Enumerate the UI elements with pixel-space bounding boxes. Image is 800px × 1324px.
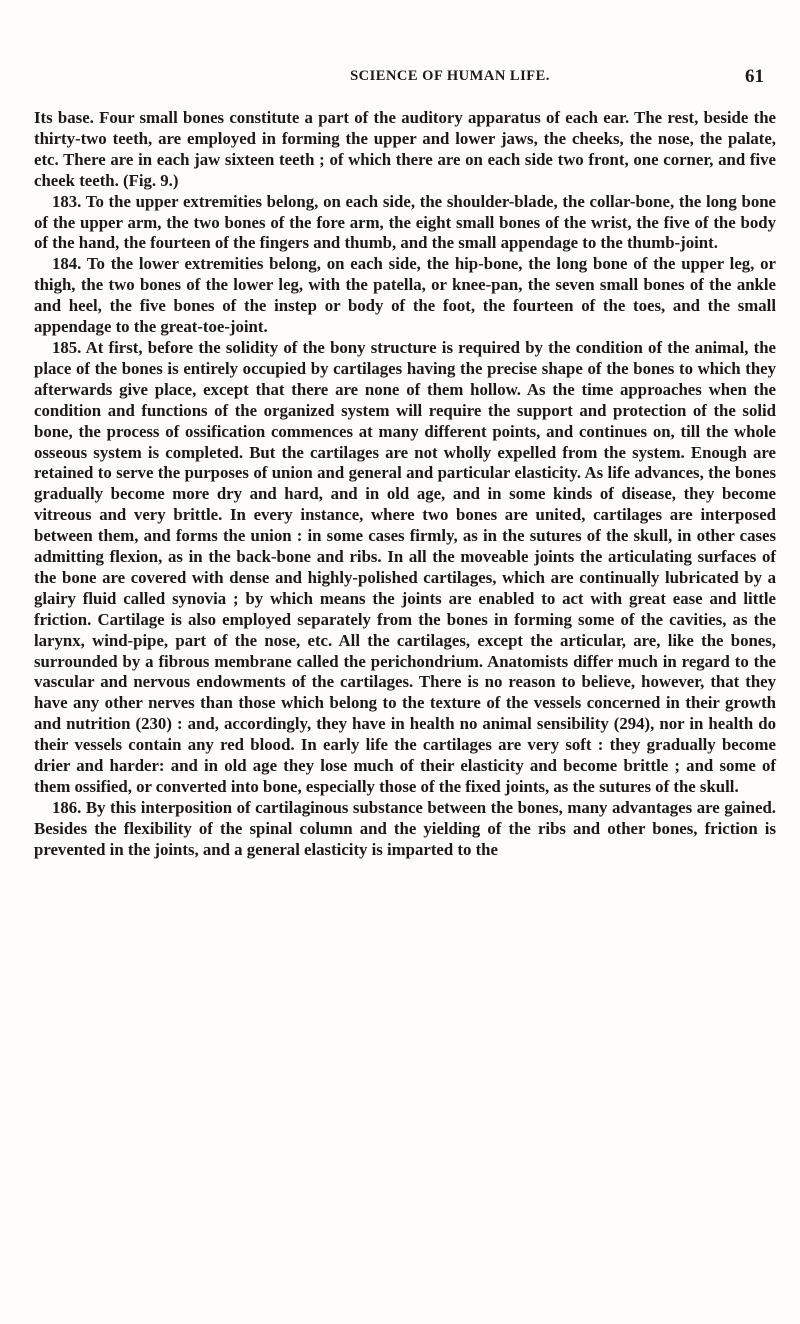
- paragraph-186: 186. By this interposition of cartilaginous substance between the bones, many advantages are gained. Besides the flexibility of the spinal column and the yielding of the ribs and other bones, friction is prevented in the joints, and a general elasticity is imparted to the: [34, 797, 776, 859]
- page-number: 61: [745, 66, 764, 87]
- running-head: [34, 40, 776, 90]
- paragraph-183: 183. To the upper extremities belong, on each side, the shoulder-blade, the collar-bone, the long bone of the upper arm, the two bones of the fore arm, the eight small bones of the wrist, the five of the body of the hand, the fourteen of the fingers and thumb, and the small appendage to the thumb-joint.: [34, 191, 776, 253]
- body-text: [34, 108, 776, 861]
- running-title: SCIENCE OF HUMAN LIFE.: [350, 68, 550, 84]
- paragraph-185: 185. At first, before the solidity of the bony structure is required by the condition of the animal, the place of the bones is entirely occupied by cartilages having the precise shape of the bones to which they afterwards give place, except that there are none of them hollow. As the time approaches when the condition and functions of the organized system will require the support and protection of the solid bone, the process of ossification commences at many different points, and continues on, till the whole osseous system is completed. But the cartilages are not wholly expelled from the system. Enough are retained to serve the purposes of union and general and particular elasticity. As life advances, the bones gradually become more dry and hard, and in old age, and in some kinds of disease, they become vitreous and very brittle. In every instance, where two bones are united, cartilages are interposed between them, and forms the union : in some cases firmly, as in the sutures of the skull, in other cases admitting flexion, as in the back-bone and ribs. In all the moveable joints the articulating surfaces of the bone are covered with dense and highly-polished cartilages, which are continually lubricated by a glairy fluid called synovia ; by which means the joints are enabled to act with great ease and little friction. Cartilage is also employed separately from the bones in forming some of the cavities, as the larynx, wind-pipe, part of the nose, etc. All the cartilages, except the articular, are, like the bones, surrounded by a fibrous membrane called the perichondrium. Anatomists differ much in regard to the vascular and nervous endowments of the cartilages. There is no reason to believe, however, that they have any other nerves than those which belong to the texture of the vessels concerned in their growth and nutrition (230) : and, accordingly, they have in health no animal sensibility (294), nor in health do their vessels contain any red blood. In early life the cartilages are very soft : they gradually become drier and harder: and in old age they lose much of their elasticity and become brittle ; and some of them ossified, or converted into bone, especially those of the fixed joints, as the sutures of the skull.: [34, 337, 776, 796]
- paragraph-184: 184. To the lower extremities belong, on each side, the hip-bone, the long bone of the upper leg, or thigh, the two bones of the lower leg, with the patella, or knee-pan, the seven small bones of the ankle and heel, the five bones of the instep or body of the foot, the fourteen of the toes, and the small appendage to the great-toe-joint.: [34, 254, 776, 337]
- paragraph-continuation: Its base. Four small bones constitute a part of the auditory apparatus of each ear. The rest, beside the thirty-two teeth, are employed in forming the upper and lower jaws, the cheeks, the nose, the palate, etc. There are in each jaw sixteen teeth ; of which there are on each side two front, one corner, and five cheek teeth. (Fig. 9.): [34, 108, 776, 190]
